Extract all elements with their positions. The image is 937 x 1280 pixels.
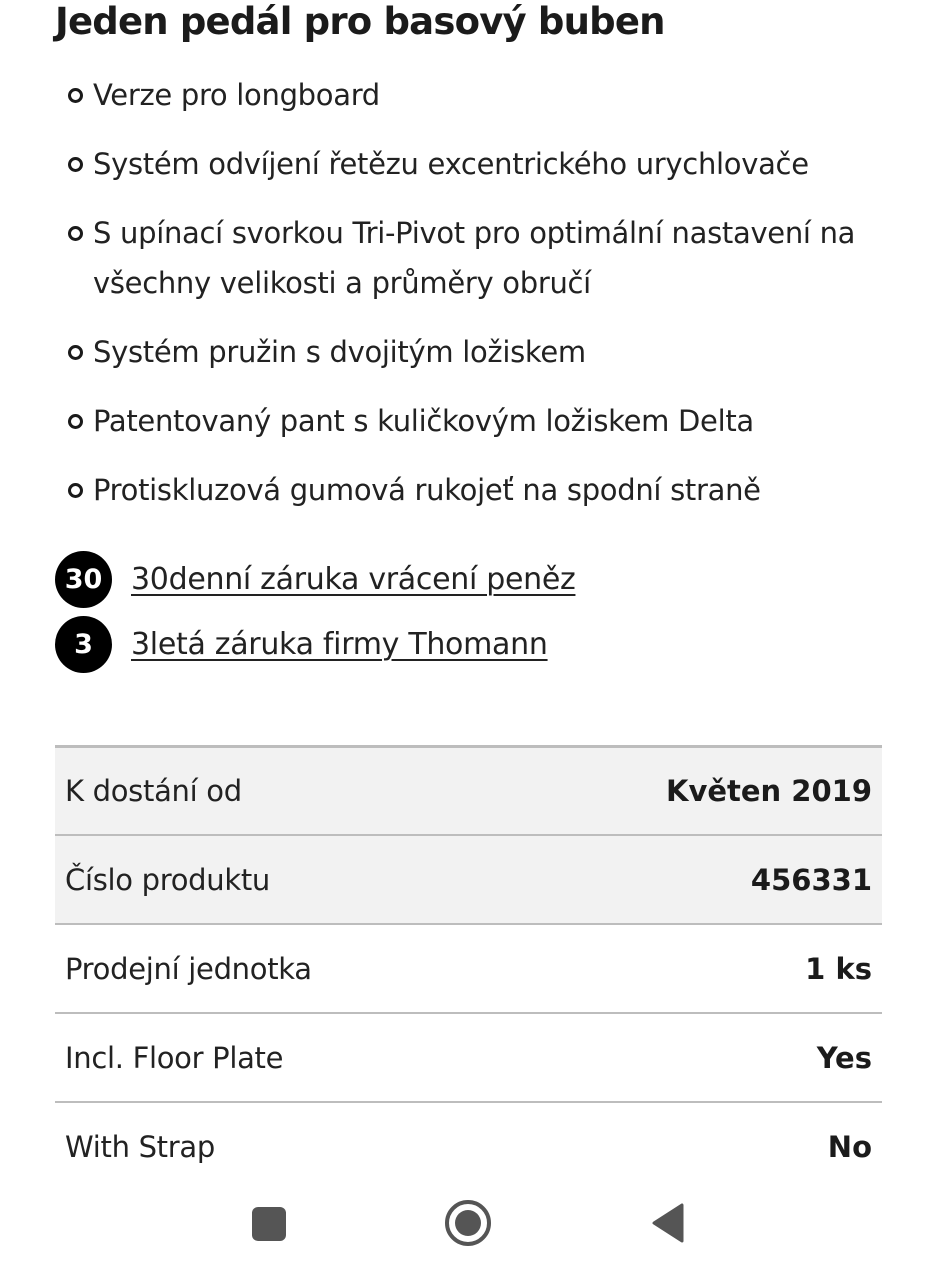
table-row [55,1012,882,1101]
warranty-link[interactable]: 3letá záruka firmy Thomann [131,626,548,662]
recents-button[interactable] [252,1207,286,1241]
bullet-circle-icon [68,483,83,498]
back-button[interactable] [651,1203,685,1243]
money-back-guarantee-link[interactable]: 30denní záruka vrácení peněz [131,561,576,597]
spec-value: 456331 [750,862,872,897]
table-row [55,923,882,1012]
list-item [55,139,882,189]
android-navigation-bar [0,1170,937,1280]
money-back-guarantee [55,551,575,607]
list-item [55,465,882,515]
bullet-circle-icon [68,88,83,103]
feature-list [55,70,882,534]
spec-label: Incl. Floor Plate [65,1040,284,1075]
spec-value: No [827,1129,872,1164]
bullet-circle-icon [68,226,83,241]
product-title: Jeden pedál pro basový buben [55,0,665,43]
feature-text: S upínací svorkou Tri-Pivot pro optimální nastavení na všechny velikosti a průměry obručí [93,216,856,300]
home-button[interactable] [444,1199,492,1247]
spec-value: Květen 2019 [665,774,872,808]
feature-text: Systém pružin s dvojitým ložiskem [93,335,586,369]
spec-value: Yes [816,1040,872,1075]
home-circle-icon [444,1199,492,1247]
feature-text: Protiskluzová gumová rukojeť na spodní straně [93,473,761,507]
list-item [55,396,882,446]
warranty-guarantee [55,616,575,672]
list-item [55,70,882,120]
list-item [55,327,882,377]
guarantee-links [55,551,575,681]
spec-value: 1 ks [805,951,872,986]
spec-label: Prodejní jednotka [65,951,312,986]
spec-label: K dostání od [65,774,242,808]
feature-text: Patentovaný pant s kuličkovým ložiskem Delta [93,404,754,438]
three-years-badge-icon: 3 [55,616,112,673]
bullet-circle-icon [68,414,83,429]
bullet-circle-icon [68,345,83,360]
spec-label: Číslo produktu [65,862,271,897]
recents-square-icon [252,1207,286,1241]
spec-label: With Strap [65,1129,215,1164]
feature-text: Systém odvíjení řetězu excentrického urychlovače [93,147,809,181]
bullet-circle-icon [68,157,83,172]
specs-table [55,745,882,1190]
back-triangle-icon [651,1203,685,1243]
list-item [55,208,882,308]
feature-text: Verze pro longboard [93,78,380,112]
table-row [55,745,882,834]
table-row [55,834,882,923]
thirty-days-badge-icon: 30 [55,551,112,608]
